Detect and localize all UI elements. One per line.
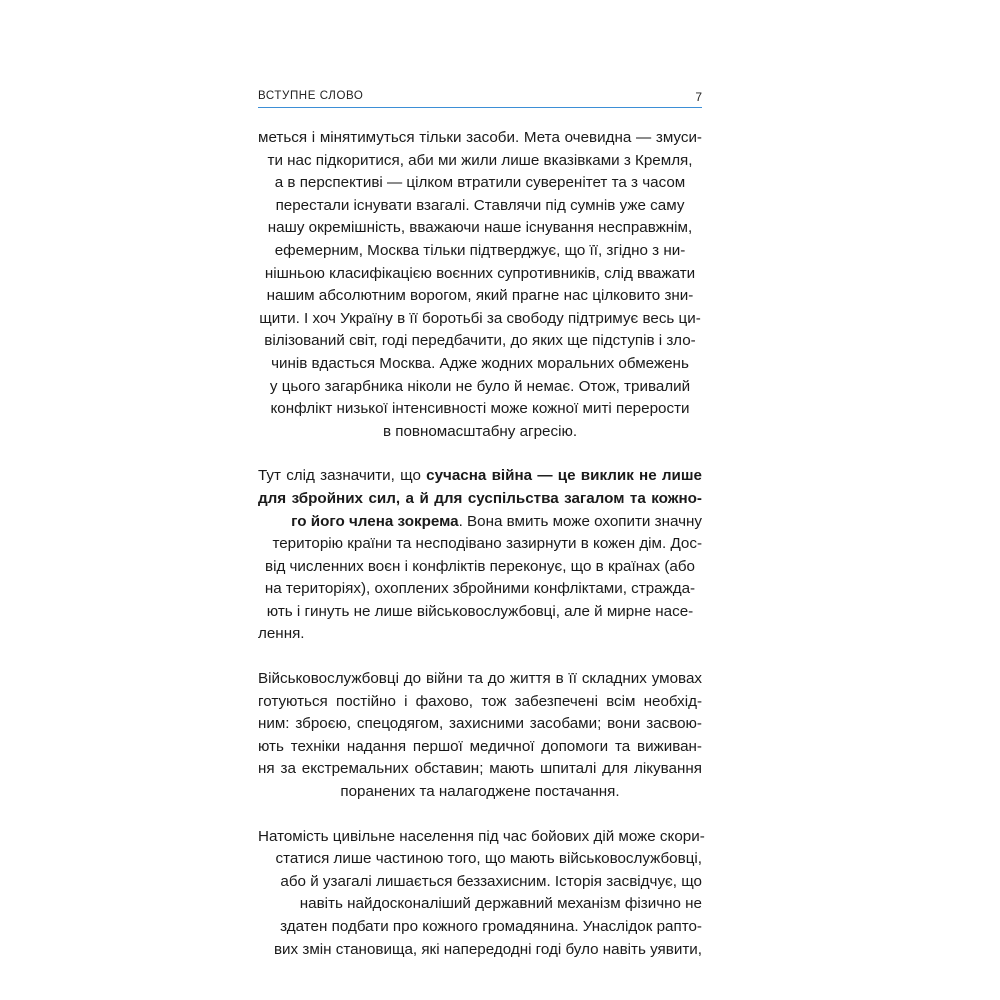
text-line: або й узагалі лишається беззахисним. Історія засвідчує, що <box>280 872 702 890</box>
text-line: нашим абсолютним ворогом, який прагне нас цілковито зни- <box>266 287 694 305</box>
text-line: меться і мінятимуться тільки засоби. Мета очевидна — змуси- <box>258 129 702 146</box>
paragraph-3 <box>258 668 702 804</box>
text-line: від численних воєн і конфліктів переконує, що в країнах (або <box>265 557 695 575</box>
text-line: ють техніки надання першої медичної допомоги та виживан- <box>258 737 702 755</box>
text-line: вілізований світ, годі передбачити, до яких ще підступів і зло- <box>264 332 696 350</box>
text-line: ним: зброєю, спецодягом, захисними засобами; вони засвою- <box>258 715 702 733</box>
text-line: територію країни та несподівано зазирнути в кожен дім. Дос- <box>272 535 702 553</box>
text-line: ють і гинуть не лише військовослужбовці, але й мирне насе- <box>266 602 694 620</box>
text-line: лення. <box>258 625 305 643</box>
bold-text-run: для збройних сил, а й для суспільства загалом та кожно- <box>258 489 702 507</box>
bold-text-run: го його члена зокрема <box>291 512 459 530</box>
text-line: Військовослужбовці до війни та до життя в її складних умовах <box>258 670 702 688</box>
page-number: 7 <box>695 90 702 104</box>
text-line: Натомість цивільне населення під час бойових дій може скори- <box>258 827 705 845</box>
text-line: навіть найдосконаліший державний механізм фізично не <box>299 895 702 913</box>
section-title: ВСТУПНЕ СЛОВО <box>258 90 364 102</box>
text-line: ефемерним, Москва тільки підтверджує, що її, згідно з ни- <box>274 241 686 259</box>
text-line: а в перспективі — цілком втратили суверенітет та з часом <box>274 174 686 192</box>
text-line: нішньою класифікацією воєнних супротивників, слід вважати <box>264 264 696 282</box>
text-line <box>258 488 702 511</box>
header-rule <box>258 107 702 108</box>
text-line: чинів вдасться Москва. Адже жодних моральних обмежень <box>271 354 689 372</box>
text-line: готуються постійно і фахово, тож забезпечені всім необхід- <box>258 692 702 710</box>
text-line <box>258 511 702 534</box>
text-line: поранених та налагоджене постачання. <box>340 783 620 801</box>
paragraph-2 <box>258 465 702 646</box>
text-line: здатен подбати про кожного громадянина. Унаслідок рапто- <box>280 918 702 935</box>
text-line <box>258 465 702 488</box>
bold-text-run: сучасна війна — це виклик не лише <box>426 467 703 485</box>
text-line: ти нас підкоритися, аби ми жили лише вказівками з Кремля, <box>267 151 693 169</box>
text-line: в повномасштабну агресію. <box>382 422 578 440</box>
text-line: щити. І хоч Україну в її боротьбі за свободу підтримує весь ци- <box>259 309 701 327</box>
text-run: Тут слід зазначити, що <box>258 467 427 485</box>
body-text <box>258 127 705 983</box>
text-line: конфлікт низької інтенсивності може кожної миті перерости <box>270 400 690 418</box>
text-line: статися лише частиною того, що мають військовослужбовці, <box>275 850 702 868</box>
text-line: вих змін становища, які напередодні годі було навіть уявити, <box>273 940 702 958</box>
text-line: нашу окремішність, вважаючи наше існування несправжнім, <box>267 219 693 237</box>
text-line: у цього загарбника ніколи не було й немає. Отож, тривалий <box>269 377 691 395</box>
text-line: ня за екстремальних обставин; мають шпиталі для лікування <box>258 760 702 778</box>
paragraph-1 <box>258 127 702 443</box>
paragraph-4 <box>258 826 705 962</box>
text-line: перестали існувати взагалі. Ставлячи під сумнів уже саму <box>275 196 685 214</box>
text-line: на територіях), охоплених збройними конфліктами, стражда- <box>264 580 696 598</box>
text-run: . Вона вмить може охопити значну <box>458 512 702 530</box>
